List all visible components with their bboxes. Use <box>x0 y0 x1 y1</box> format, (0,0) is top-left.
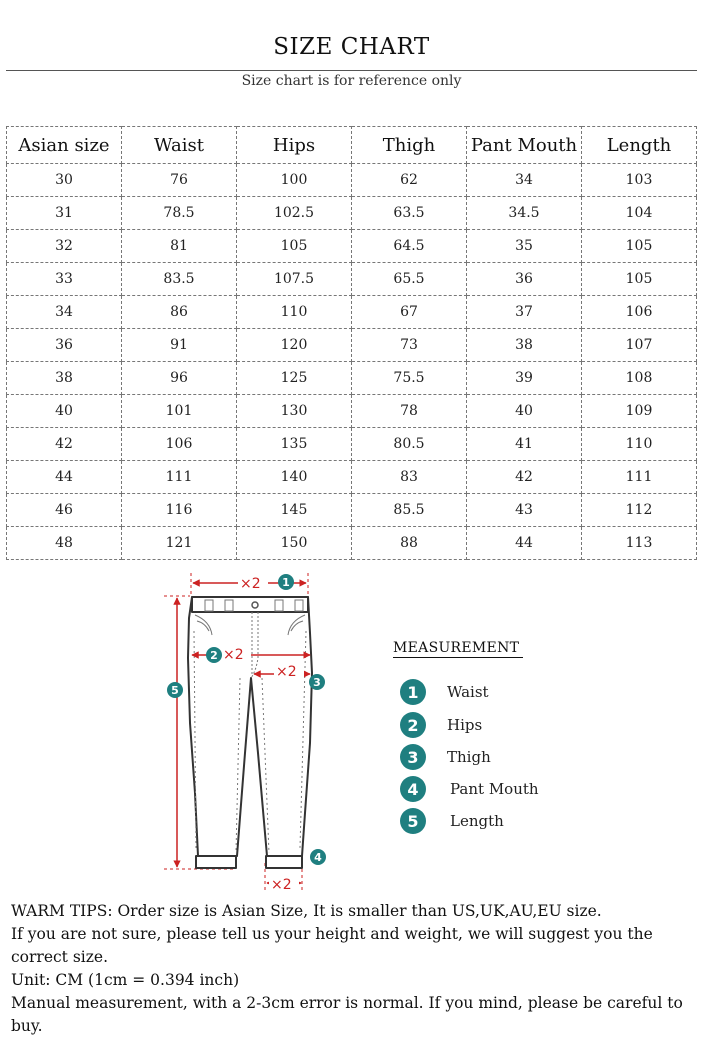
size-chart-subtitle: Size chart is for reference only <box>241 73 462 89</box>
table-cell: 67 <box>352 296 467 329</box>
table-cell: 31 <box>7 197 122 230</box>
table-cell: 111 <box>122 461 237 494</box>
number-1-icon: 1 <box>400 679 426 705</box>
table-cell: 105 <box>237 230 352 263</box>
title-rule <box>6 70 697 71</box>
table-cell: 75.5 <box>352 362 467 395</box>
table-cell: 91 <box>122 329 237 362</box>
size-chart-title: SIZE CHART <box>273 34 430 60</box>
table-cell: 43 <box>467 494 582 527</box>
table-row <box>7 494 697 527</box>
table-cell: 65.5 <box>352 263 467 296</box>
table-cell: 85.5 <box>352 494 467 527</box>
table-cell: 104 <box>582 197 697 230</box>
table-cell: 42 <box>7 428 122 461</box>
table-row <box>7 395 697 428</box>
table-cell: 36 <box>7 329 122 362</box>
marker-mouth: 4 <box>314 851 322 864</box>
tip-line: Manual measurement, with a 2-3cm error is normal. If you mind, please be careful to buy. <box>11 994 683 1035</box>
table-cell: 109 <box>582 395 697 428</box>
marker-hips: 2 <box>210 649 218 662</box>
header-asian-size: Asian size <box>7 127 122 164</box>
table-body <box>7 164 697 560</box>
table-cell: 30 <box>7 164 122 197</box>
table-cell: 110 <box>237 296 352 329</box>
header-hips: Hips <box>237 127 352 164</box>
table-cell: 135 <box>237 428 352 461</box>
table-cell: 107.5 <box>237 263 352 296</box>
header-length: Length <box>582 127 697 164</box>
table-row <box>7 329 697 362</box>
table-cell: 76 <box>122 164 237 197</box>
table-cell: 107 <box>582 329 697 362</box>
thigh-times-label: ×2 <box>276 664 297 680</box>
table-row <box>7 461 697 494</box>
table-cell: 46 <box>7 494 122 527</box>
table-cell: 40 <box>467 395 582 428</box>
number-5-icon: 5 <box>400 808 426 834</box>
table-cell: 34 <box>7 296 122 329</box>
table-cell: 78.5 <box>122 197 237 230</box>
table-cell: 44 <box>467 527 582 560</box>
table-cell: 145 <box>237 494 352 527</box>
table-row <box>7 197 697 230</box>
measurement-item-length <box>400 807 504 835</box>
hips-times-label: ×2 <box>223 647 244 663</box>
marker-waist: 1 <box>282 576 290 589</box>
table-cell: 39 <box>467 362 582 395</box>
table-cell: 37 <box>467 296 582 329</box>
table-cell: 110 <box>582 428 697 461</box>
table-cell: 100 <box>237 164 352 197</box>
table-cell: 86 <box>122 296 237 329</box>
table-cell: 38 <box>7 362 122 395</box>
table-cell: 34 <box>467 164 582 197</box>
header-pant-mouth: Pant Mouth <box>467 127 582 164</box>
table-cell: 83.5 <box>122 263 237 296</box>
table-cell: 35 <box>467 230 582 263</box>
table-cell: 34.5 <box>467 197 582 230</box>
table-cell: 62 <box>352 164 467 197</box>
header-waist: Waist <box>122 127 237 164</box>
table-cell: 150 <box>237 527 352 560</box>
table-cell: 32 <box>7 230 122 263</box>
measurement-label: Length <box>450 812 504 830</box>
measurement-label: Hips <box>447 716 483 734</box>
table-cell: 105 <box>582 230 697 263</box>
table-cell: 96 <box>122 362 237 395</box>
table-cell: 40 <box>7 395 122 428</box>
table-cell: 108 <box>582 362 697 395</box>
table-cell: 63.5 <box>352 197 467 230</box>
table-cell: 78 <box>352 395 467 428</box>
mouth-times-label: ×2 <box>271 877 292 893</box>
table-row <box>7 527 697 560</box>
table-cell: 112 <box>582 494 697 527</box>
table-row <box>7 230 697 263</box>
number-4-icon: 4 <box>400 776 426 802</box>
marker-thigh: 3 <box>313 676 321 689</box>
table-cell: 88 <box>352 527 467 560</box>
measurement-item-waist <box>400 678 489 706</box>
table-cell: 120 <box>237 329 352 362</box>
table-cell: 116 <box>122 494 237 527</box>
table-cell: 140 <box>237 461 352 494</box>
table-cell: 44 <box>7 461 122 494</box>
table-cell: 80.5 <box>352 428 467 461</box>
table-cell: 38 <box>467 329 582 362</box>
table-cell: 121 <box>122 527 237 560</box>
measurement-item-hips <box>400 711 482 739</box>
table-cell: 103 <box>582 164 697 197</box>
tip-line: Unit: CM (1cm = 0.394 inch) <box>11 971 240 989</box>
table-cell: 113 <box>582 527 697 560</box>
table-cell: 36 <box>467 263 582 296</box>
warm-tips <box>11 900 695 1038</box>
pants-illustration <box>188 597 312 868</box>
table-cell: 83 <box>352 461 467 494</box>
table-cell: 48 <box>7 527 122 560</box>
measurement-item-thigh <box>400 743 491 771</box>
size-table <box>6 126 697 560</box>
table-cell: 105 <box>582 263 697 296</box>
table-cell: 130 <box>237 395 352 428</box>
measurement-item-pant-mouth <box>400 775 539 803</box>
table-cell: 106 <box>582 296 697 329</box>
number-3-icon: 3 <box>400 744 426 770</box>
tip-line: If you are not sure, please tell us your height and weight, we will suggest you the correct size. <box>11 925 653 966</box>
table-cell: 64.5 <box>352 230 467 263</box>
table-cell: 106 <box>122 428 237 461</box>
table-row <box>7 428 697 461</box>
measurement-label: Pant Mouth <box>450 780 539 798</box>
table-row <box>7 263 697 296</box>
table-cell: 33 <box>7 263 122 296</box>
table-cell: 111 <box>582 461 697 494</box>
table-row <box>7 296 697 329</box>
number-2-icon: 2 <box>400 712 426 738</box>
waist-times-label: ×2 <box>240 576 261 592</box>
header-thigh: Thigh <box>352 127 467 164</box>
table-row <box>7 362 697 395</box>
table-cell: 73 <box>352 329 467 362</box>
table-cell: 42 <box>467 461 582 494</box>
measurement-label: Waist <box>447 683 489 701</box>
measurement-label: Thigh <box>447 748 491 766</box>
table-row <box>7 164 697 197</box>
marker-length: 5 <box>171 684 179 697</box>
measurement-title: MEASUREMENT <box>393 640 523 658</box>
table-cell: 125 <box>237 362 352 395</box>
tip-line: WARM TIPS: Order size is Asian Size, It is smaller than US,UK,AU,EU size. <box>11 902 602 920</box>
table-header-row <box>7 127 697 164</box>
table-cell: 41 <box>467 428 582 461</box>
table-cell: 101 <box>122 395 237 428</box>
table-cell: 102.5 <box>237 197 352 230</box>
table-cell: 81 <box>122 230 237 263</box>
pants-diagram <box>150 563 345 895</box>
